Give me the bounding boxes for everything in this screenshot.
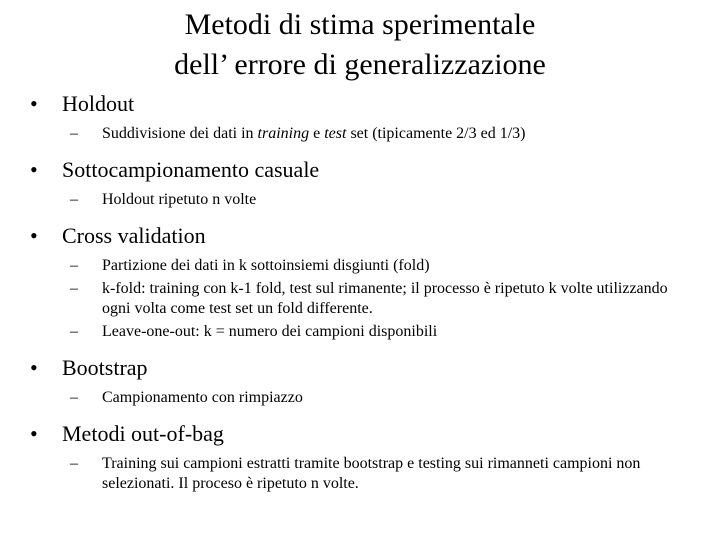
bullet-cross-validation [30,222,690,250]
subbullet-cross-validation-3 [30,322,690,342]
bullet-out-of-bag-text: Metodi out-of-bag [62,421,224,446]
dash-icon: – [70,280,78,297]
dash-icon: – [70,257,78,274]
dash-icon: – [70,455,78,472]
title-line-2: dell’ errore di generalizzazione [174,48,546,81]
subbullet-cross-validation-2 [30,279,690,319]
bullet-bootstrap-text: Bootstrap [62,355,148,380]
bullet-cross-validation-text: Cross validation [62,223,206,248]
bullet-holdout-text: Holdout [62,91,135,116]
dash-icon: – [70,323,78,340]
bullet-icon: • [30,355,38,380]
subbullet-text-training: training [257,125,310,142]
subbullet-text-test: test [324,125,347,142]
subbullet-sottocampionamento-1 [30,190,690,210]
bullet-out-of-bag [30,420,690,448]
title-line-1: Metodi di stima sperimentale [184,8,536,41]
bullet-icon: • [30,91,38,116]
subbullet-out-of-bag-1 [30,454,690,494]
subbullet-text-post: set (tipicamente 2/3 ed 1/3) [346,125,526,142]
subbullet-text-pre: Suddivisione dei dati in [102,125,258,142]
dash-icon: – [70,191,78,208]
subbullet-bootstrap-1 [30,388,690,408]
subbullet-text: Partizione dei dati in k sottoinsiemi disgiunti (fold) [102,257,430,274]
bullet-bootstrap [30,354,690,382]
subbullet-text-mid: e [309,125,325,142]
bullet-holdout [30,90,690,118]
subbullet-text: k-fold: training con k-1 fold, test sul rimanente; il processo è ripetuto k volte utilizzando ogni volta come test set un fold differente. [102,280,668,317]
subbullet-text: Holdout ripetuto n volte [102,191,257,208]
bullet-sottocampionamento-text: Sottocampionamento casuale [62,157,320,182]
bullet-sottocampionamento [30,156,690,184]
dash-icon: – [70,125,78,142]
dash-icon: – [70,389,78,406]
subbullet-holdout-1 [30,124,690,144]
subbullet-text: Campionamento con rimpiazzo [102,389,303,406]
slide-content [30,90,690,494]
slide-title [0,5,720,85]
subbullet-text: Leave-one-out: k = numero dei campioni disponibili [102,323,438,340]
bullet-icon: • [30,223,38,248]
subbullet-text: Training sui campioni estratti tramite bootstrap e testing sui rimanneti campioni non selezionati. Il proceso è ripetuto n volte. [102,455,641,492]
bullet-icon: • [30,421,38,446]
subbullet-cross-validation-1 [30,256,690,276]
bullet-icon: • [30,157,38,182]
